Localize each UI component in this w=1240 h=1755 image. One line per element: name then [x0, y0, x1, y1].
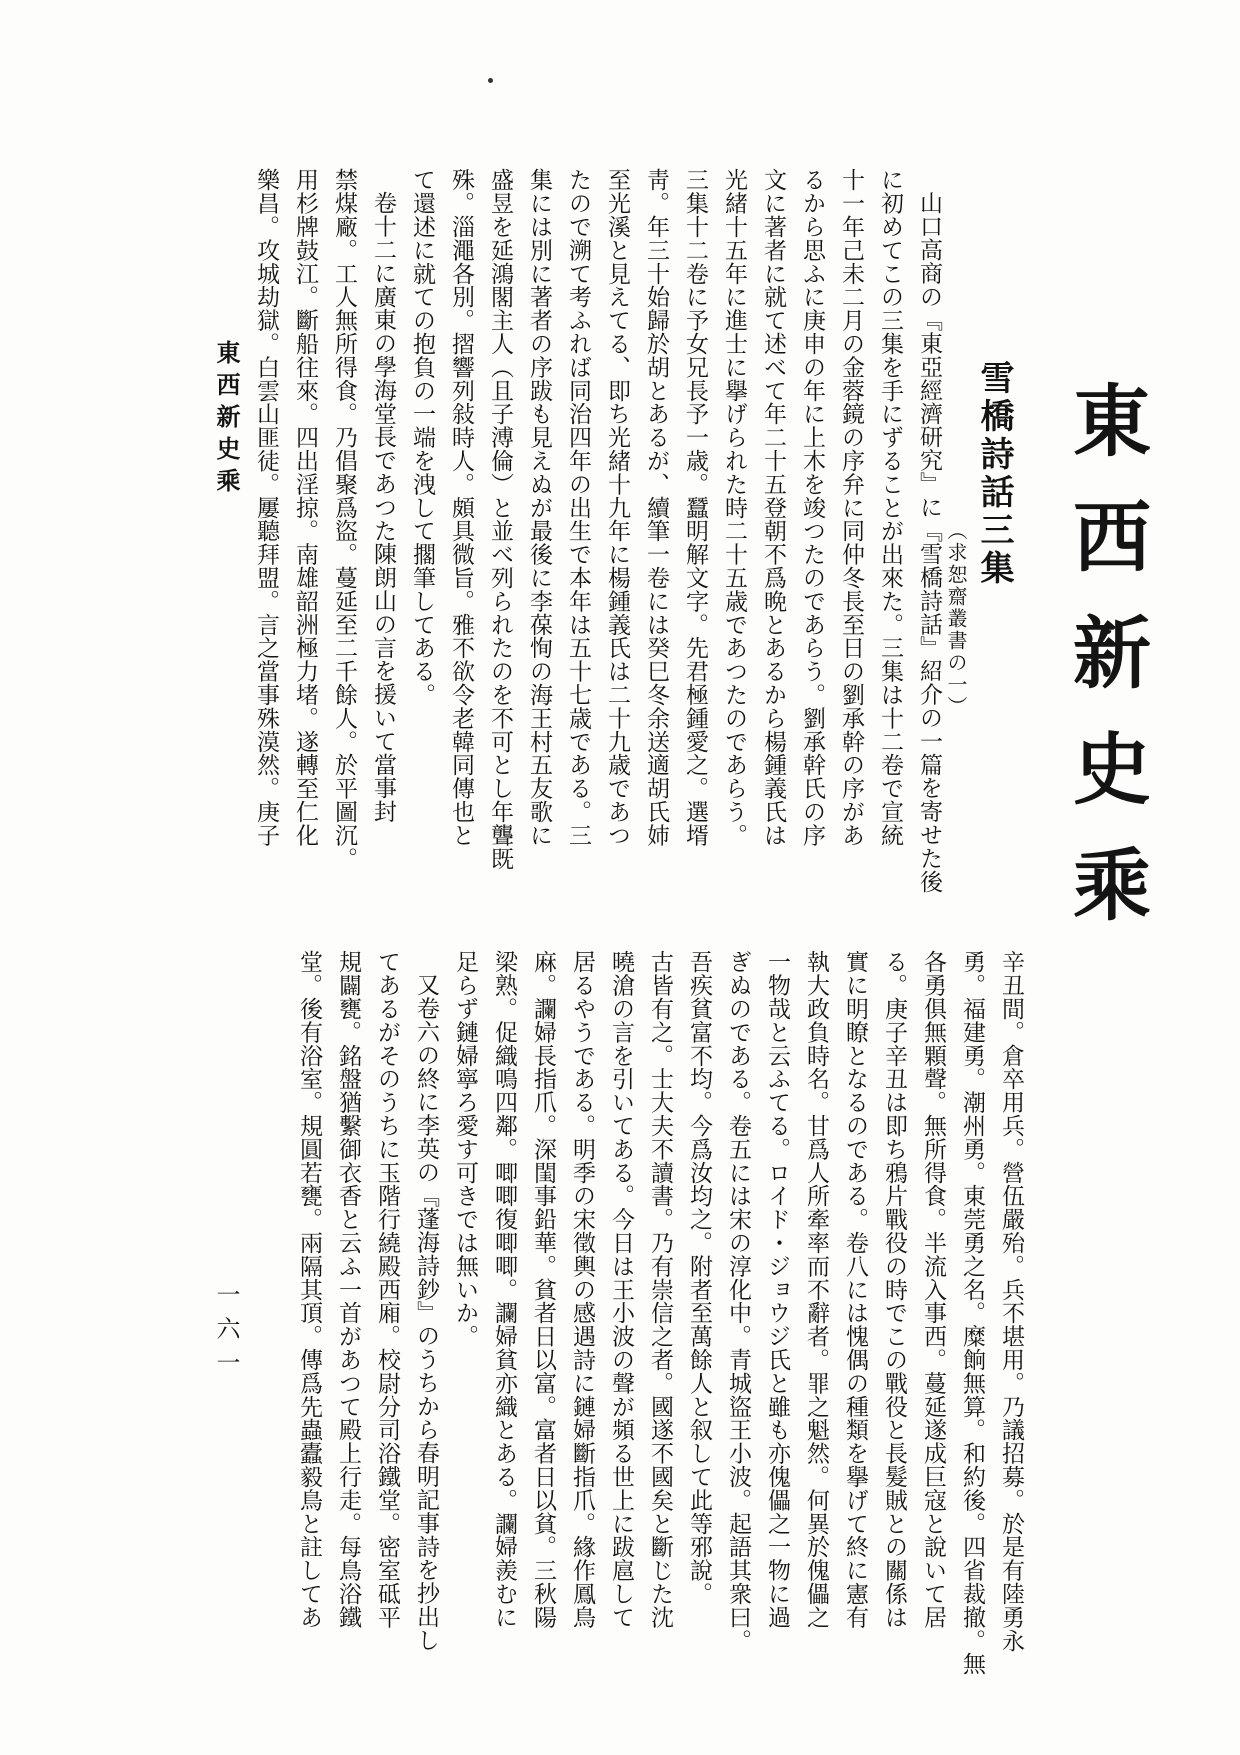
- lower-text-block: [262, 950, 1030, 1676]
- text-column: 至光溪と見えてる、即ち光緒十九年に楊鍾義氏は二十九歳であつ: [604, 168, 630, 847]
- text-column: 三集十二卷に予女兄長予一歳。蠶明解文字。先君極鍾愛之。選壻: [682, 168, 708, 847]
- masthead-title: 東西新史乘: [1060, 380, 1151, 960]
- text-column: 堂。後有浴室。規圓若甕。兩隔其頂。傳爲先蟲蠹毅鳥と註してあ: [296, 950, 322, 1629]
- text-column: 足らず鏈婦寧ろ愛す可きでは無いか。: [452, 950, 478, 1348]
- text-column: 集には別に著者の序跋も見えぬが最後に李葆恂の海王村五友歌に: [526, 168, 552, 847]
- text-column: 十一年己未二月の金蓉鏡の序弁に同仲冬長至日の劉承幹の序があ: [838, 168, 864, 847]
- text-column: 居るやうである。明季の宋徵輿の感遇詩に鏈婦斷指爪。緣作鳳鳥: [569, 950, 595, 1629]
- article-heading: [944, 360, 1018, 780]
- text-column: 辛丑間。倉卒用兵。營伍嚴殆。兵不堪用。乃議招募。於是有陸勇永: [998, 950, 1024, 1652]
- text-column: 梁熟。促織鳴四鄰。唧唧復唧唧。讕婦貧亦織とある。讕婦羨むに: [491, 950, 517, 1629]
- text-column: 盛昱を延鴻閣主人（且子溥倫）と並べ列られたのを不可とし年聾既: [487, 168, 513, 870]
- text-column: 勇。福建勇。潮州勇。東莞勇之名。糜餉無算。和約後。四省裁撤。無: [959, 950, 985, 1676]
- text-column: 殊。淄澠各別。摺響列敍時人。頗具微旨。雅不欲令老韓同傳也と: [448, 168, 474, 847]
- text-column: てあるがそのうちに玉階行繞殿西廂。校尉分司浴鐵堂。密室砥平: [374, 950, 400, 1629]
- upper-text-block: [253, 168, 948, 920]
- text-column: 麻。讕婦長指爪。深閨事鉛華。貧者日以富。富者日以貧。三秋陽: [530, 950, 556, 1629]
- text-column: る。庚子辛丑は即ち鴉片戰役の時でこの戰役と長髮賊との關係は: [881, 950, 907, 1629]
- text-column: 靑。年三十始歸於胡とあるが、續筆一卷には癸巳冬余送適胡氏姉: [643, 168, 669, 847]
- text-column: 卷十二に廣東の學海堂長であつた陳朗山の言を援いて當事封: [370, 191, 396, 823]
- running-title: 東西新史乘: [212, 340, 241, 500]
- scan-speck: [488, 78, 493, 83]
- text-column: 曉滄の言を引いてある。今日は王小波の聲が頻る世上に跋扈して: [608, 950, 634, 1629]
- text-column: 規闢甕。銘盤猶繫御衣香と云ふ一首があつて殿上行走。每鳥浴鐵: [335, 950, 361, 1629]
- text-column: たので溯て考ふれば同治四年の出生で本年は五十七歳である。三: [565, 168, 591, 847]
- text-column: て還述に就ての抱負の一端を洩して擱筆してある。: [409, 168, 435, 707]
- text-column: 禁煤廠。工人無所得食。乃倡聚爲盜。蔓延至二千餘人。於平圖沉。: [331, 168, 357, 870]
- text-column: 光緒十五年に進士に擧げられた時二十五歳であつたのであらう。: [721, 168, 747, 847]
- article-title: 雪橋詩話三集: [974, 360, 1014, 588]
- article-subtitle: （求恕齋叢書の一）: [944, 520, 968, 718]
- text-column: 各勇俱無顆聲。無所得食。半流入事西。蔓延遂成巨寇と說いて居: [920, 950, 946, 1629]
- text-column: に初めてこの三集を手にずることが出來た。三集は十二卷で宣統: [877, 168, 903, 847]
- text-column: 古皆有之。士大夫不讀書。乃有崇信之者。國遂不國矣と斷じた沈: [647, 950, 673, 1629]
- text-column: 山口高商の『東亞經濟研究』に『雪橋詩話』紹介の一篇を寄せた後: [916, 191, 942, 893]
- text-column: 用杉牌鼓江。斷船往來。四出淫掠。南雄韶洲極力堵。遂轉至仁化: [292, 168, 318, 847]
- text-column: 執大政負時名。甘爲人所牽率而不辭者。罪之魁然。何異於傀儡之: [803, 950, 829, 1629]
- text-column: るから思ふに庚申の年に上木を竣つたのであらう。劉承幹氏の序: [799, 168, 825, 847]
- text-column: 又卷六の終に李英の『蓬海詩鈔』のうちから春明記事詩を抄出し: [413, 973, 439, 1652]
- page-number: 一六一: [212, 1282, 240, 1384]
- text-column: ぎぬのである。卷五には宋の淳化中。青城盜王小波。起語其衆曰。: [725, 950, 751, 1652]
- text-column: 實に明瞭となるのである。卷八には愧偶の種類を擧げて終に憲有: [842, 950, 868, 1629]
- text-column: 文に著者に就て述べて年二十五登朝不爲晩とあるから楊鍾義氏は: [760, 168, 786, 847]
- text-column: 樂昌。攻城劫獄。白雲山匪徒。屢聽拜盟。言之當事殊漠然。庚子: [253, 168, 279, 847]
- text-column: 一物哉と云ふてる。ロイド・ジョウジ氏と雖も亦傀儡之一物に過: [764, 950, 790, 1629]
- text-column: 吾疾貧富不均。今爲汝均之。附者至萬餘人と叙して此等邪說。: [686, 950, 712, 1606]
